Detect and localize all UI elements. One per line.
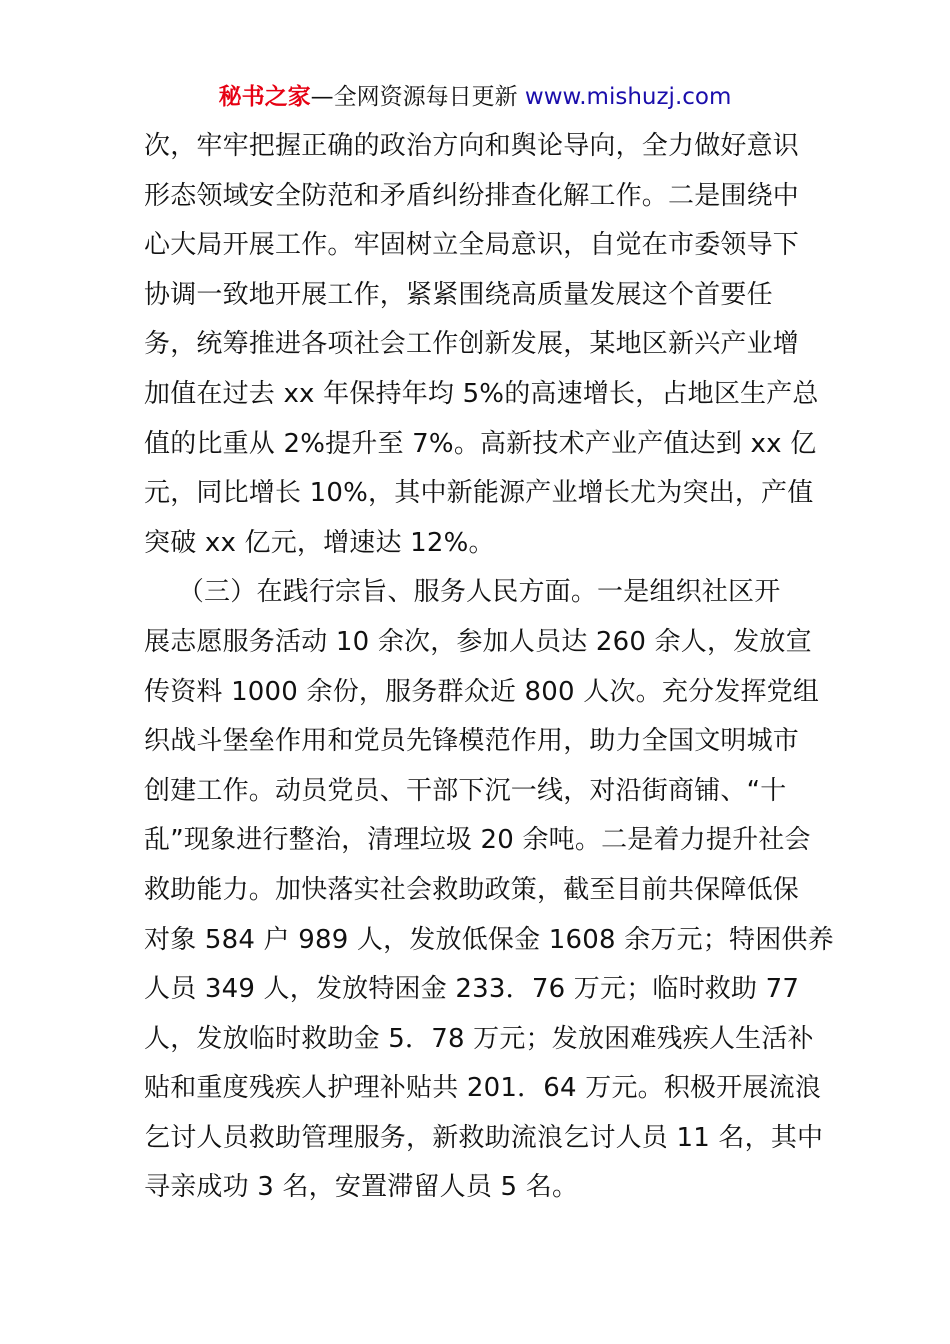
text-line: 织战斗堡垒作用和党员先锋模范作用，助力全国文明城市 [144, 726, 800, 757]
text-line: 协调一致地开展工作，紧紧围绕高质量发展这个首要任 [144, 279, 773, 310]
text-line: 乞讨人员救助管理服务，新救助流浪乞讨人员 11 名，其中 [144, 1122, 824, 1153]
text-line: 务，统筹推进各项社会工作创新发展，某地区新兴产业增 [144, 329, 800, 360]
text-line: 展志愿服务活动 10 余次，参加人员达 260 余人，发放宣 [144, 626, 812, 657]
text-line: 加值在过去 xx 年保持年均 5%的高速增长，占地区生产总 [144, 378, 819, 409]
text-line: 人，发放临时救助金 5．78 万元；发放困难残疾人生活补 [144, 1023, 814, 1054]
text-line: 贴和重度残疾人护理补贴共 201．64 万元。积极开展流浪 [144, 1073, 822, 1104]
brand-name: 秘书之家 [218, 84, 311, 110]
document-body [144, 122, 834, 1213]
site-header [0, 80, 950, 114]
text-line: 次，牢牢把握正确的政治方向和舆论导向，全力做好意识 [144, 131, 800, 161]
text-line: 突破 xx 亿元，增速达 12%。 [144, 527, 495, 558]
text-line: 创建工作。动员党员、干部下沉一线，对沿街商铺、“十 [144, 775, 787, 806]
text-line: 人员 349 人，发放特困金 233．76 万元；临时救助 77 [144, 974, 800, 1005]
text-line: 对象 584 户 989 人，发放低保金 1608 余万元；特困供养 [144, 924, 834, 955]
text-line: 心大局开展工作。牢固树立全局意识，自觉在市委领导下 [144, 230, 800, 261]
text-line: 寻亲成功 3 名，安置滞留人员 5 名。 [144, 1172, 579, 1203]
text-line: 值的比重从 2%提升至 7%。高新技术产业产值达到 xx 亿 [144, 428, 817, 459]
text-line: 形态领域安全防范和矛盾纠纷排查化解工作。二是围绕中 [144, 180, 800, 211]
header-tagline: —全网资源每日更新 [310, 84, 525, 110]
text-line: 传资料 1000 余份，服务群众近 800 人次。充分发挥党组 [144, 676, 820, 707]
text-line: 元，同比增长 10%，其中新能源产业增长尤为突出，产值 [144, 478, 814, 509]
text-line: 乱”现象进行整治，清理垃圾 20 余吨。二是着力提升社会 [144, 825, 811, 856]
section-heading-line: （三）在践行宗旨、服务人民方面。一是组织社区开 [144, 577, 781, 608]
text-line: 救助能力。加快落实社会救助政策，截至目前共保障低保 [144, 874, 800, 905]
site-url-link[interactable]: www.mishuzj.com [524, 84, 732, 110]
